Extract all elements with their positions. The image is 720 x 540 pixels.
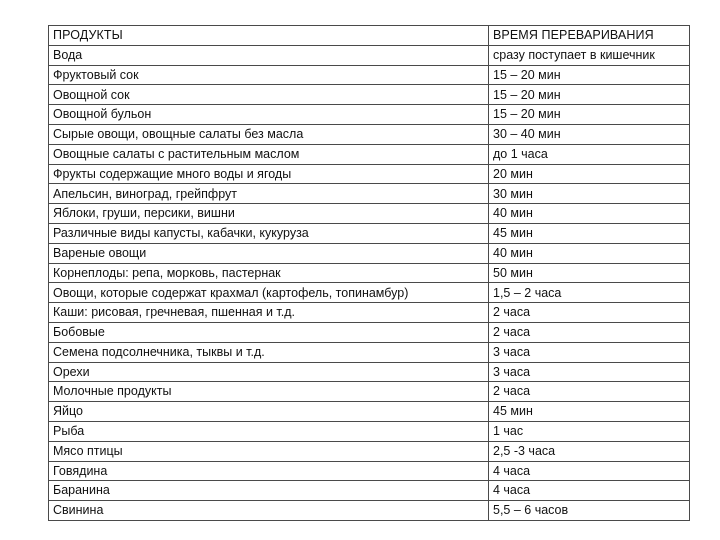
- digestion-time-table: [48, 25, 690, 521]
- product-cell: Овощной сок: [49, 85, 489, 105]
- table-body: [49, 45, 690, 520]
- digestion-time-cell: 4 часа: [489, 481, 690, 501]
- table-row: [49, 263, 690, 283]
- product-cell: Апельсин, виноград, грейпфрут: [49, 184, 489, 204]
- table-row: [49, 124, 690, 144]
- product-cell: Овощи, которые содержат крахмал (картофель, топинамбур): [49, 283, 489, 303]
- digestion-time-cell: 45 мин: [489, 402, 690, 422]
- product-cell: Яблоки, груши, персики, вишни: [49, 204, 489, 224]
- digestion-time-cell: 50 мин: [489, 263, 690, 283]
- table-row: [49, 461, 690, 481]
- product-cell: Фруктовый сок: [49, 65, 489, 85]
- digestion-time-cell: 5,5 – 6 часов: [489, 501, 690, 521]
- product-cell: Молочные продукты: [49, 382, 489, 402]
- header-row: [49, 26, 690, 46]
- header-digestion-time: ВРЕМЯ ПЕРЕВАРИВАНИЯ: [489, 26, 690, 46]
- table-row: [49, 362, 690, 382]
- table-row: [49, 441, 690, 461]
- product-cell: Каши: рисовая, гречневая, пшенная и т.д.: [49, 303, 489, 323]
- product-cell: Различные виды капусты, кабачки, кукуруза: [49, 223, 489, 243]
- digestion-time-cell: 20 мин: [489, 164, 690, 184]
- product-cell: Вареные овощи: [49, 243, 489, 263]
- digestion-time-cell: 4 часа: [489, 461, 690, 481]
- digestion-time-cell: 15 – 20 мин: [489, 85, 690, 105]
- product-cell: Фрукты содержащие много воды и ягоды: [49, 164, 489, 184]
- product-cell: Семена подсолнечника, тыквы и т.д.: [49, 342, 489, 362]
- product-cell: Сырые овощи, овощные салаты без масла: [49, 124, 489, 144]
- digestion-time-cell: 30 – 40 мин: [489, 124, 690, 144]
- product-cell: Рыба: [49, 421, 489, 441]
- table-header: [49, 26, 690, 46]
- product-cell: Вода: [49, 45, 489, 65]
- digestion-time-cell: 2 часа: [489, 303, 690, 323]
- product-cell: Овощные салаты с растительным маслом: [49, 144, 489, 164]
- table-row: [49, 144, 690, 164]
- product-cell: Орехи: [49, 362, 489, 382]
- product-cell: Корнеплоды: репа, морковь, пастернак: [49, 263, 489, 283]
- digestion-time-cell: 45 мин: [489, 223, 690, 243]
- table-row: [49, 45, 690, 65]
- product-cell: Яйцо: [49, 402, 489, 422]
- digestion-time-cell: до 1 часа: [489, 144, 690, 164]
- table-row: [49, 342, 690, 362]
- product-cell: Овощной бульон: [49, 105, 489, 125]
- digestion-time-cell: 3 часа: [489, 362, 690, 382]
- table-row: [49, 243, 690, 263]
- product-cell: Мясо птицы: [49, 441, 489, 461]
- product-cell: Говядина: [49, 461, 489, 481]
- header-products: ПРОДУКТЫ: [49, 26, 489, 46]
- table-row: [49, 402, 690, 422]
- digestion-time-cell: 2 часа: [489, 382, 690, 402]
- digestion-time-cell: 3 часа: [489, 342, 690, 362]
- product-cell: Баранина: [49, 481, 489, 501]
- table-row: [49, 65, 690, 85]
- table-row: [49, 184, 690, 204]
- table-row: [49, 322, 690, 342]
- table-row: [49, 164, 690, 184]
- table-row: [49, 303, 690, 323]
- digestion-time-cell: 40 мин: [489, 243, 690, 263]
- digestion-time-cell: 15 – 20 мин: [489, 105, 690, 125]
- table-row: [49, 283, 690, 303]
- table-row: [49, 85, 690, 105]
- table-row: [49, 501, 690, 521]
- product-cell: Бобовые: [49, 322, 489, 342]
- table-row: [49, 105, 690, 125]
- table-row: [49, 223, 690, 243]
- table-row: [49, 481, 690, 501]
- digestion-time-cell: сразу поступает в кишечник: [489, 45, 690, 65]
- digestion-time-cell: 1,5 – 2 часа: [489, 283, 690, 303]
- digestion-time-cell: 2,5 -3 часа: [489, 441, 690, 461]
- digestion-time-cell: 30 мин: [489, 184, 690, 204]
- table-row: [49, 421, 690, 441]
- product-cell: Свинина: [49, 501, 489, 521]
- digestion-time-cell: 2 часа: [489, 322, 690, 342]
- digestion-time-cell: 15 – 20 мин: [489, 65, 690, 85]
- digestion-time-cell: 40 мин: [489, 204, 690, 224]
- table-row: [49, 204, 690, 224]
- table-row: [49, 382, 690, 402]
- digestion-time-cell: 1 час: [489, 421, 690, 441]
